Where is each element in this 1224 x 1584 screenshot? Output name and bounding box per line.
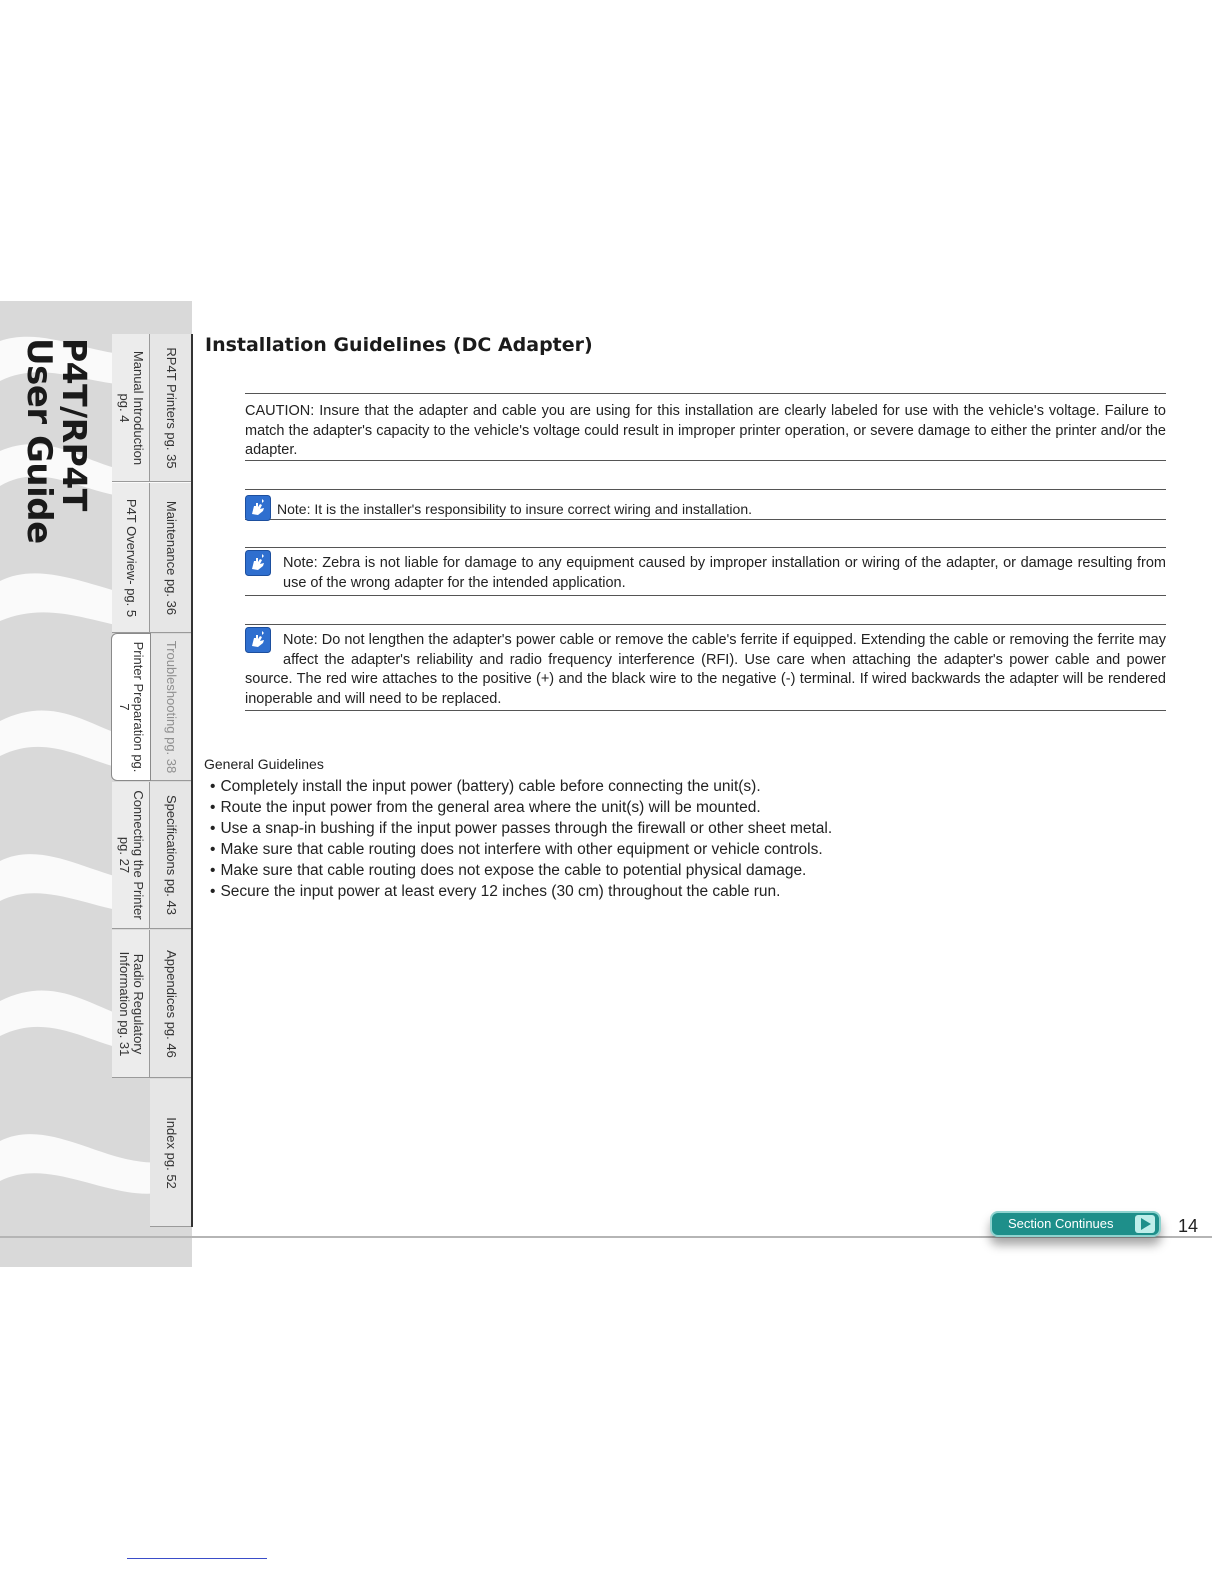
tab-label: Maintenance pg. 36 xyxy=(163,500,179,615)
brand-title-line1: P4T/RP4T xyxy=(55,338,95,511)
list-item: • Use a snap-in bushing if the input power passes through the firewall or other sheet metal. xyxy=(210,818,832,839)
sidebar-divider xyxy=(191,334,193,1227)
tab-label: P4T Overview- pg. 5 xyxy=(123,498,139,617)
tab-manual-introduction[interactable] xyxy=(112,334,150,482)
tab-rp4t-printers[interactable] xyxy=(150,334,192,482)
note-3-text: Note: Do not lengthen the adapter's power cable or remove the cable's ferrite if equipped. Extending the cable or removing the ferrite may affect the adapter's reliability and radio frequency interference (RFI). Use care when attaching the adapter's power cable and power source. The red wire attaches to the positive (+) and the black wire to the negative (-) terminal. If wired backwards the adapter will be rendered inoperable and will need to be replaced. xyxy=(245,632,1166,707)
caution-text: CAUTION: Insure that the adapter and cable you are using for this installation are clearly labeled for use with the vehicle's voltage. Failure to match the adapter's capacity to the vehicle's voltage could result in improper printer operation, or severe damage to either the printer and/or the adapter. xyxy=(245,403,1166,458)
bottom-link-underline[interactable] xyxy=(127,1558,267,1559)
tab-troubleshooting[interactable] xyxy=(150,634,192,781)
tab-p4t-overview[interactable] xyxy=(112,483,150,633)
list-item: • Route the input power from the general area where the unit(s) will be mounted. xyxy=(210,797,832,818)
tab-connecting-printer[interactable] xyxy=(112,782,150,929)
note-box-2 xyxy=(245,547,1166,596)
note-2-text: Note: Zebra is not liable for damage to any equipment caused by improper installation or wiring of the adapter, or damage resulting from use of the wrong adapter for the intended application. xyxy=(283,555,1166,591)
section-continues-button[interactable] xyxy=(990,1211,1161,1237)
note-hand-icon xyxy=(245,495,271,521)
caution-box xyxy=(245,393,1166,461)
tab-radio-regulatory[interactable] xyxy=(112,930,150,1078)
list-item: • Completely install the input power (battery) cable before connecting the unit(s). xyxy=(210,776,832,797)
tab-label: Manual Introduction pg. 4 xyxy=(116,350,146,465)
section-continues-label: Section Continues xyxy=(1008,1216,1114,1231)
note-box-1 xyxy=(245,489,1166,520)
tab-label: Radio Regulatory Information pg. 31 xyxy=(116,951,146,1056)
play-arrow-icon xyxy=(1135,1215,1155,1233)
tab-label: Printer Preparation pg. 7 xyxy=(117,641,146,773)
general-guidelines-title: General Guidelines xyxy=(204,756,324,772)
page-number: 14 xyxy=(1178,1216,1199,1236)
tab-maintenance[interactable] xyxy=(150,483,192,633)
note-box-3 xyxy=(245,624,1166,711)
tab-label: Troubleshooting pg. 38 xyxy=(163,640,179,774)
list-item: • Secure the input power at least every 12 inches (30 cm) throughout the cable run. xyxy=(210,881,832,902)
tab-label: Connecting the Printer pg. 27 xyxy=(116,790,146,920)
note-hand-icon xyxy=(245,627,271,653)
list-item: • Make sure that cable routing does not interfere with other equipment or vehicle controls. xyxy=(210,839,832,860)
page-title: Installation Guidelines (DC Adapter) xyxy=(205,334,593,356)
brand-title xyxy=(20,338,94,544)
tab-specifications[interactable] xyxy=(150,782,192,929)
note-1-text: Note: It is the installer's responsibility to insure correct wiring and installation. xyxy=(277,501,752,517)
tab-label: Appendices pg. 46 xyxy=(163,949,179,1058)
tab-label: Specifications pg. 43 xyxy=(163,795,179,915)
tab-index[interactable] xyxy=(150,1079,192,1227)
list-item: • Make sure that cable routing does not expose the cable to potential physical damage. xyxy=(210,860,832,881)
tab-label: RP4T Printers pg. 35 xyxy=(163,346,179,469)
brand-title-line2: User Guide xyxy=(19,338,60,544)
tab-label: Index pg. 52 xyxy=(163,1116,179,1189)
tab-printer-preparation[interactable] xyxy=(111,633,151,781)
tab-appendices[interactable] xyxy=(150,930,192,1078)
note-hand-icon xyxy=(245,550,271,576)
general-guidelines-list xyxy=(210,776,832,902)
